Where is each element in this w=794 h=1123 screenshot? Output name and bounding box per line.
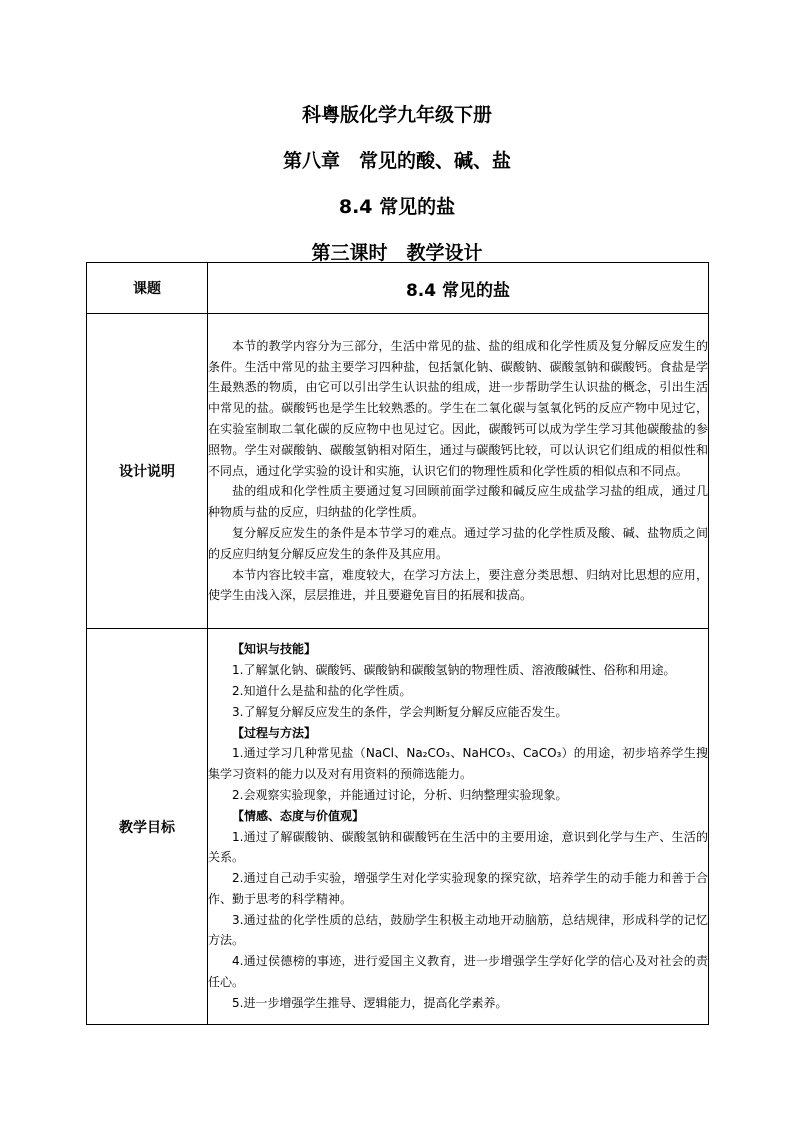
table-row-objectives bbox=[87, 629, 709, 1025]
section-heading-process: 【过程与方法】 bbox=[232, 725, 317, 740]
design-notes-label: 设计说明 bbox=[87, 314, 208, 629]
book-title: 科粤版化学九年级下册 bbox=[301, 104, 492, 126]
section-title: 8.4 常见的盐 bbox=[338, 196, 456, 218]
objective-item: 5.进一步增强学生推导、逻辑能力，提高化学素养。 bbox=[232, 995, 508, 1010]
objective-item: 3.通过盐的化学性质的总结，鼓励学生积极主动地开动脑筋，总结规律，形成科学的记忆方法。 bbox=[208, 912, 708, 948]
objective-item: 1.了解氯化钠、碳酸钙、碳酸钠和碳酸氢钠的物理性质、溶液酸碱性、俗称和用途。 bbox=[232, 663, 676, 678]
lesson-title: 第三课时 教学设计 bbox=[311, 242, 483, 264]
objective-item: 2.通过自己动手实验，增强学生对化学实验现象的探究欲，培养学生的动手能力和善于合作、勤于思考的科学精神。 bbox=[208, 871, 708, 906]
objectives-content bbox=[208, 629, 709, 1025]
section-heading-knowledge: 【知识与技能】 bbox=[232, 642, 317, 657]
document-header bbox=[0, 104, 794, 265]
objective-item: 1.通过学习几种常见盐（NaCl、Na₂CO₃、NaHCO₃、CaCO₃）的用途，初步培养学生搜集学习资料的能力以及对有用资料的预筛选能力。 bbox=[208, 746, 708, 782]
section-heading-attitude: 【情感、态度与价值观】 bbox=[232, 808, 365, 823]
table-row-design-notes bbox=[87, 314, 709, 629]
design-paragraph: 盐的组成和化学性质主要通过复习回顾前面学过酸和碱反应生成盐学习盐的组成，通过几种物质与盐的反应，归纳盐的化学性质。 bbox=[208, 484, 708, 520]
objective-item: 3.了解复分解反应发生的条件，学会判断复分解反应能否发生。 bbox=[232, 704, 568, 719]
objective-item: 4.通过侯德榜的事迹，进行爱国主义教育，进一步增强学生学好化学的信心及对社会的责任心。 bbox=[208, 954, 708, 990]
lesson-design-table bbox=[86, 262, 709, 1025]
objective-item: 1.通过了解碳酸钠、碳酸氢钠和碳酸钙在生活中的主要用途，意识到化学与生产、生活的关系。 bbox=[208, 829, 708, 865]
design-paragraph: 复分解反应发生的条件是本节学习的难点。通过学习盐的化学性质及酸、碱、盐物质之间的反应归纳复分解反应发生的条件及其应用。 bbox=[208, 525, 708, 561]
topic-value: 8.4 常见的盐 bbox=[208, 263, 709, 314]
chapter-title: 第八章 常见的酸、碱、盐 bbox=[282, 150, 511, 172]
design-paragraph: 本节内容比较丰富，难度较大，在学习方法上，要注意分类思想、归纳对比思想的应用，使学生由浅入深，层层推进，并且要避免盲目的拓展和拔高。 bbox=[208, 567, 708, 603]
design-notes-content bbox=[208, 314, 709, 629]
design-paragraph: 本节的教学内容分为三部分，生活中常见的盐、盐的组成和化学性质及复分解反应发生的条件。生活中常见的盐主要学习四种盐，包括氯化钠、碳酸钠、碳酸氢钠和碳酸钙。食盐是学生最熟悉的物质，由它可以引出学生认识盐的组成，进一步帮助学生认识盐的概念，引出生活中常见的盐。碳酸钙也是学生比较熟悉的。学生在二氧化碳与氢氧化钙的反应产物中见过它，在实验室制取二氧化碳的反应物中也见过它。因此，碳酸钙可以成为学生学习其他碳酸盐的参照物。学生对碳酸钠、碳酸氢钠相对陌生，通过与碳酸钙比较，可以认识它们组成的相似性和不同点，通过化学实验的设计和实施，认识它们的物理性质和化学性质的相似点和不同点。 bbox=[208, 338, 708, 478]
objective-item: 2.知道什么是盐和盐的化学性质。 bbox=[232, 683, 412, 698]
objective-item: 2.会观察实验现象，并能通过讨论，分析、归纳整理实验现象。 bbox=[232, 787, 568, 802]
topic-label: 课题 bbox=[87, 263, 208, 314]
objectives-label: 教学目标 bbox=[87, 629, 208, 1025]
table-row-topic bbox=[87, 263, 709, 314]
